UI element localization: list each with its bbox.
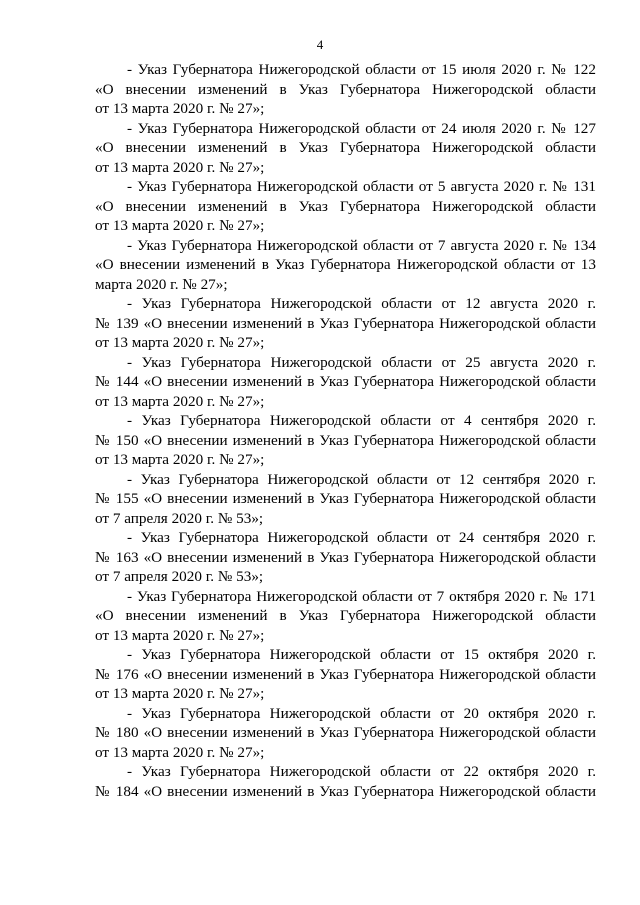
decree-item-line: - Указ Губернатора Нижегородской области от 22 октября 2020 г. <box>127 763 596 780</box>
decree-item-line: - Указ Губернатора Нижегородской области от 7 октября 2020 г. № 171 <box>127 587 596 605</box>
decree-item <box>95 704 596 763</box>
decree-item <box>95 645 596 704</box>
decree-item-line: от 13 марта 2020 г. № 27»; <box>95 100 265 117</box>
decree-item-line: - Указ Губернатора Нижегородской области от 12 сентября 2020 г. <box>127 470 596 488</box>
page-number: 4 <box>316 37 324 52</box>
decree-item-line: - Указ Губернатора Нижегородской области от 12 августа 2020 г. <box>127 295 596 312</box>
decree-item-line: № 139 «О внесении изменений в Указ Губернатора Нижегородской области <box>95 314 596 332</box>
decree-item-line: № 144 «О внесении изменений в Указ Губернатора Нижегородской области <box>95 373 596 390</box>
decree-item-line: - Указ Губернатора Нижегородской области от 20 октября 2020 г. <box>127 704 596 722</box>
decree-item-line: «О внесении изменений в Указ Губернатора Нижегородской области от 13 <box>95 256 596 273</box>
decree-item-line: от 13 марта 2020 г. № 27»; <box>95 392 265 410</box>
decree-item <box>95 470 596 529</box>
decree-item <box>95 294 596 353</box>
decree-item-line: - Указ Губернатора Нижегородской области от 24 сентября 2020 г. <box>127 529 596 546</box>
decree-item <box>95 762 596 801</box>
decree-item <box>95 528 596 587</box>
decree-item <box>95 411 596 470</box>
decree-item-line: - Указ Губернатора Нижегородской области от 15 июля 2020 г. № 122 <box>127 61 596 78</box>
decree-item-line: - Указ Губернатора Нижегородской области от 15 октября 2020 г. <box>127 646 596 663</box>
decree-item-line: «О внесении изменений в Указ Губернатора Нижегородской области <box>95 197 596 215</box>
decree-item <box>95 353 596 412</box>
decree-list <box>95 60 596 801</box>
decree-item-line: № 180 «О внесении изменений в Указ Губернатора Нижегородской области <box>95 724 596 741</box>
decree-item-line: - Указ Губернатора Нижегородской области от 7 августа 2020 г. № 134 <box>127 236 596 254</box>
decree-item-line: - Указ Губернатора Нижегородской области от 24 июля 2020 г. № 127 <box>127 119 596 137</box>
decree-item <box>95 119 596 178</box>
decree-item-line: от 13 марта 2020 г. № 27»; <box>95 217 265 234</box>
decree-item-line: «О внесении изменений в Указ Губернатора Нижегородской области <box>95 607 596 624</box>
decree-item <box>95 236 596 295</box>
decree-item-line: - Указ Губернатора Нижегородской области от 25 августа 2020 г. <box>127 353 596 371</box>
decree-item-line: - Указ Губернатора Нижегородской области от 5 августа 2020 г. № 131 <box>127 178 596 195</box>
decree-item-line: «О внесении изменений в Указ Губернатора Нижегородской области <box>95 80 596 98</box>
decree-item-line: марта 2020 г. № 27»; <box>95 275 228 293</box>
decree-item-line: от 7 апреля 2020 г. № 53»; <box>95 509 264 527</box>
decree-item-line: № 155 «О внесении изменений в Указ Губернатора Нижегородской области <box>95 490 596 507</box>
decree-item <box>95 60 596 119</box>
decree-item-line: № 163 «О внесении изменений в Указ Губернатора Нижегородской области <box>95 548 596 566</box>
decree-item-line: № 184 «О внесении изменений в Указ Губернатора Нижегородской области <box>95 782 596 800</box>
decree-item-line: от 13 марта 2020 г. № 27»; <box>95 451 265 468</box>
decree-item-line: № 150 «О внесении изменений в Указ Губернатора Нижегородской области <box>95 431 596 449</box>
decree-item-line: от 13 марта 2020 г. № 27»; <box>95 334 265 351</box>
decree-item-line: «О внесении изменений в Указ Губернатора Нижегородской области <box>95 139 596 156</box>
decree-item-line: от 13 марта 2020 г. № 27»; <box>95 685 265 702</box>
decree-item <box>95 587 596 646</box>
decree-item-line: от 7 апреля 2020 г. № 53»; <box>95 568 264 585</box>
decree-item-line: № 176 «О внесении изменений в Указ Губернатора Нижегородской области <box>95 665 596 683</box>
decree-item-line: - Указ Губернатора Нижегородской области от 4 сентября 2020 г. <box>127 412 596 429</box>
decree-item-line: от 13 марта 2020 г. № 27»; <box>95 743 265 761</box>
decree-item <box>95 177 596 236</box>
decree-item-line: от 13 марта 2020 г. № 27»; <box>95 158 265 176</box>
decree-item-line: от 13 марта 2020 г. № 27»; <box>95 626 265 644</box>
